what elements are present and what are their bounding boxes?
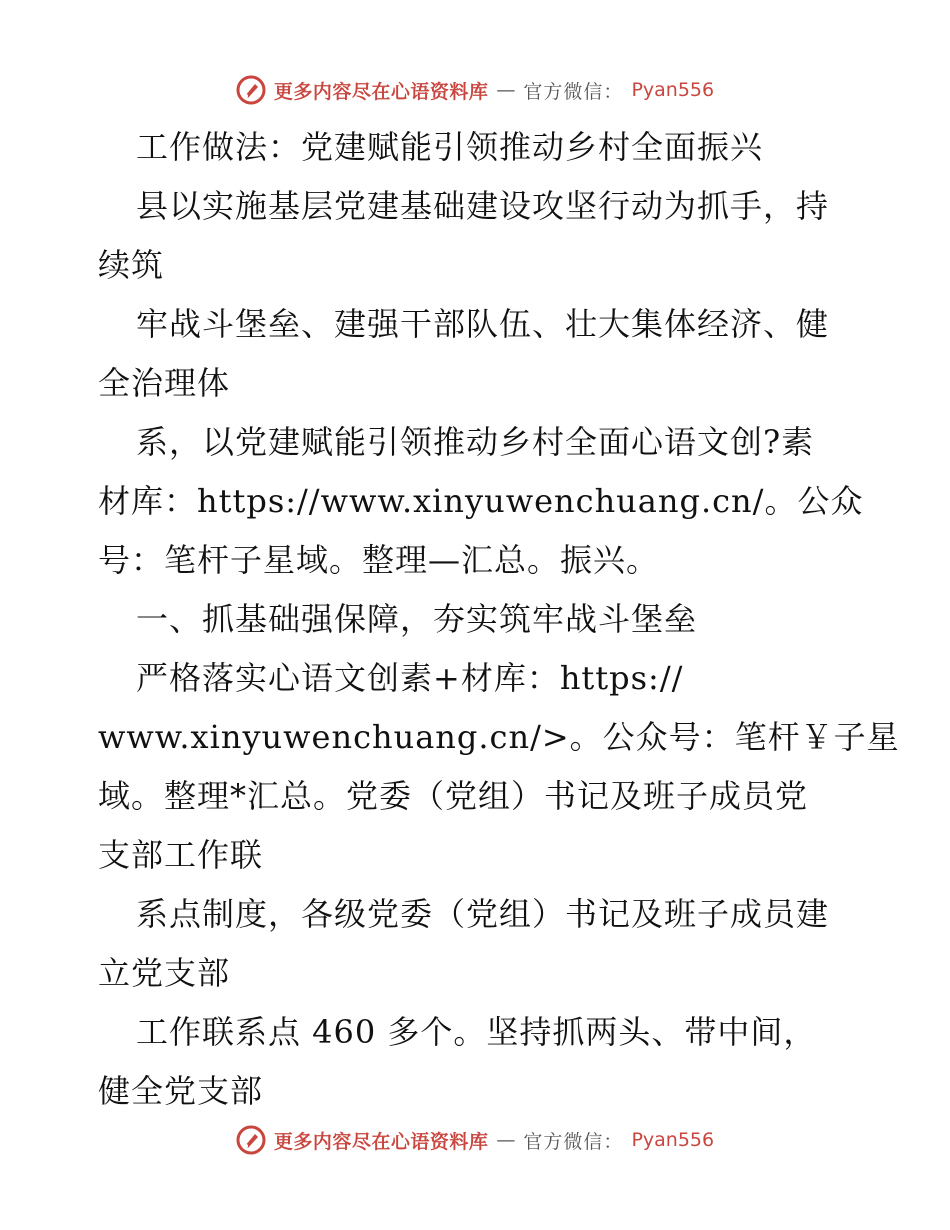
watermark-wechat-id: Pyan556 (631, 79, 715, 101)
watermark-wechat-label: 官方微信： (523, 1130, 624, 1153)
footer-watermark (0, 1120, 950, 1160)
text-line: 续筑 (98, 246, 165, 284)
text-line: 立党支部 (98, 954, 231, 992)
header-watermark (0, 70, 950, 110)
text-line: 域。整理*汇总。党委（党组）书记及班子成员党 (98, 777, 809, 815)
text-line: 健全党支部 (98, 1072, 264, 1110)
text-line: 严格落实心语文创素+材库：https:// (136, 659, 684, 697)
watermark-brand-text: 更多内容尽在心语资料库 (273, 1130, 489, 1153)
text-line: 县以实施基层党建基础建设攻坚行动为抓手，持 (136, 187, 830, 225)
text-line: 系，以党建赋能引领推动乡村全面心语文创?素 (136, 423, 815, 461)
text-line: www.xinyuwenchuang.cn/>。公众号：笔杆￥子星 (98, 718, 900, 756)
text-line: 工作联系点 460 多个。坚持抓两头、带中间， (136, 1013, 817, 1051)
pen-logo-icon (236, 75, 266, 105)
text-line: 材库：https://www.xinyuwenchuang.cn/。公众 (98, 482, 864, 520)
watermark-brand-text: 更多内容尽在心语资料库 (273, 80, 489, 103)
watermark-wechat-label: 官方微信： (523, 80, 624, 103)
text-line: 系点制度，各级党委（党组）书记及班子成员建 (136, 895, 830, 933)
watermark-separator: — (496, 79, 516, 101)
document-body (98, 118, 900, 1121)
watermark-wechat-id: Pyan556 (631, 1129, 715, 1151)
text-line: 牢战斗堡垒、建强干部队伍、壮大集体经济、健 (136, 305, 830, 343)
watermark-separator: — (496, 1129, 516, 1151)
text-line: 工作做法：党建赋能引领推动乡村全面振兴 (136, 128, 764, 166)
text-line: 支部工作联 (98, 836, 264, 874)
text-line: 一、抓基础强保障，夯实筑牢战斗堡垒 (136, 600, 698, 638)
pen-logo-icon (236, 1125, 266, 1155)
text-line: 号：笔杆子星域。整理—汇总。振兴。 (98, 541, 660, 579)
text-line: 全治理体 (98, 364, 231, 402)
